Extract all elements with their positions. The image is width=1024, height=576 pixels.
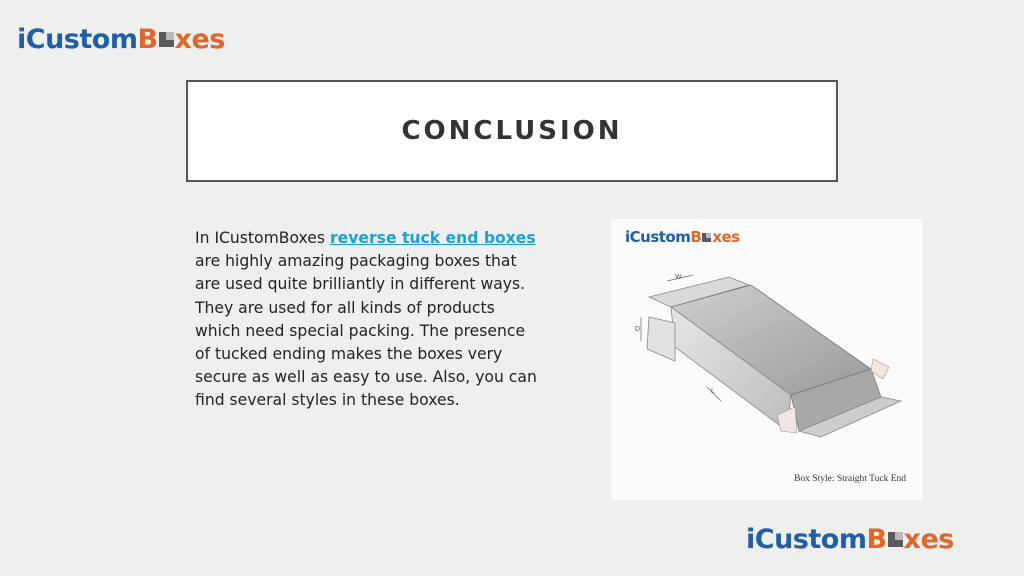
depth-dimension-label: D xyxy=(635,326,641,333)
footer-logo-text-icustom: iCustom xyxy=(746,524,867,555)
body-rest: are highly amazing packaging boxes that are used quite brilliantly in different ways. They are used for all kinds of products which need special packing. The presence of tucked ending makes the boxes very secure as well as easy to use. Also, you can find several styles in these boxes. xyxy=(195,252,537,410)
figure-caption: Box Style: Straight Tuck End xyxy=(794,474,906,484)
box-illustration xyxy=(611,219,922,500)
footer-logo-text-xes: xes xyxy=(903,524,954,555)
slide-title: CONCLUSION xyxy=(401,116,623,146)
logo-text-b: B xyxy=(137,24,158,55)
body-intro: In ICustomBoxes xyxy=(195,229,330,247)
logo-text-icustom: iCustom xyxy=(17,24,138,55)
body-paragraph xyxy=(195,227,540,413)
logo-text-xes: xes xyxy=(174,24,225,55)
footer-box-logo-icon xyxy=(888,532,903,547)
title-box xyxy=(186,80,838,182)
length-dimension-label: L xyxy=(711,388,715,395)
tuck-end-box-diagram xyxy=(611,219,922,500)
figure-logo-text-xes: xes xyxy=(712,228,740,246)
brand-logo xyxy=(17,24,225,55)
left-dust-flap xyxy=(647,317,675,361)
box-logo-icon xyxy=(159,32,174,47)
figure-logo-text-icustom: iCustom xyxy=(625,228,691,246)
footer-brand-logo xyxy=(746,524,954,555)
reverse-tuck-end-boxes-link[interactable]: reverse tuck end boxes xyxy=(329,229,536,247)
footer-logo-text-b: B xyxy=(866,524,887,555)
figure-logo-text-b: B xyxy=(690,228,702,246)
width-dimension-label: W xyxy=(675,274,682,281)
